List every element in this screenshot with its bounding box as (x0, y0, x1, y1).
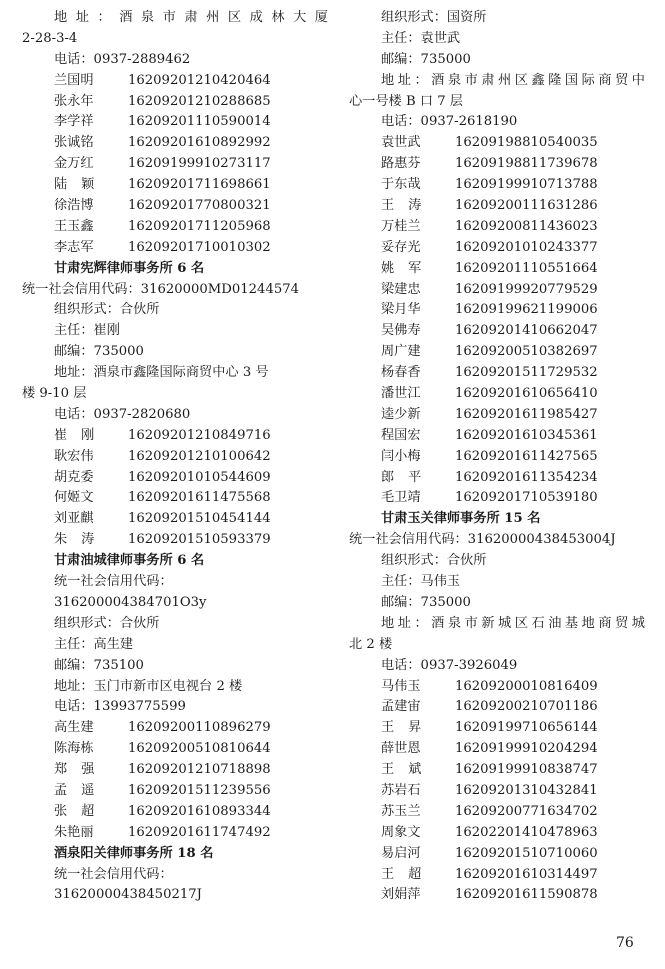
member-row (22, 468, 328, 489)
member-row (22, 760, 328, 781)
member-row (22, 196, 328, 217)
member-row (22, 92, 328, 113)
member-row (349, 802, 645, 823)
member-license-number: 16209201210849716 (128, 427, 271, 443)
member-name: 周广建 (381, 344, 421, 360)
member-row (349, 300, 645, 321)
member-license-number: 16209199910713788 (455, 177, 598, 193)
member-row (349, 259, 645, 280)
member-row (22, 133, 328, 154)
member-license-number: 16209201510593379 (128, 532, 271, 548)
member-name: 李志军 (54, 239, 94, 255)
member-name: 兰国明 (54, 72, 94, 88)
member-license-number: 16209200010816409 (455, 678, 598, 694)
member-license-number: 16209199710656144 (455, 720, 598, 736)
member-name: 陆颖 (54, 177, 109, 193)
member-license-number: 16209201770800321 (128, 198, 271, 214)
member-license-number: 16209201511729532 (455, 365, 598, 381)
member-name: 闫小梅 (381, 448, 421, 464)
postcode-line: 邮编：735100 (54, 657, 144, 673)
member-name: 孟遥 (54, 782, 109, 798)
member-license-number: 16209201610314497 (455, 866, 598, 882)
member-license-number: 16202201410478963 (455, 824, 598, 840)
member-license-number: 16209201410662047 (455, 323, 598, 339)
member-list (22, 71, 328, 259)
member-row (349, 718, 645, 739)
member-row (349, 405, 645, 426)
page-number: 76 (616, 935, 634, 951)
member-row (349, 175, 645, 196)
member-name: 周象文 (381, 824, 421, 840)
member-row (349, 154, 645, 175)
firm-title: 甘肃宪辉律师事务所 6 名 (54, 260, 205, 276)
member-license-number: 16209201610656410 (455, 386, 598, 402)
member-license-number: 16209199910273117 (128, 156, 271, 172)
member-license-number: 16209200510382697 (455, 344, 598, 360)
member-license-number: 16209200110896279 (128, 720, 271, 736)
member-license-number: 16209200210701186 (455, 699, 598, 715)
address-line-cont: 心一号楼 B 口 7 层 (349, 93, 463, 109)
member-license-number: 16209199920779529 (455, 281, 598, 297)
member-row (349, 697, 645, 718)
member-license-number: 16209201610893344 (128, 803, 271, 819)
member-name: 孟建宙 (381, 699, 421, 715)
firm-title: 甘肃油城律师事务所 6 名 (54, 553, 205, 569)
member-name: 王昇 (381, 720, 436, 736)
member-name: 姚军 (381, 260, 436, 276)
member-license-number: 16209198811739678 (455, 156, 598, 172)
member-name: 潘世江 (381, 386, 421, 402)
member-license-number: 16209199621199006 (455, 302, 598, 318)
member-row (349, 823, 645, 844)
member-name: 妥存光 (381, 239, 421, 255)
address-line: 地址：酒泉市肃州区成林大厦 (54, 10, 328, 25)
firm-title: 酒泉阳关律师事务所 18 名 (54, 845, 214, 861)
member-row (22, 217, 328, 238)
address-line-cont: 楼 9-10 层 (22, 386, 87, 402)
member-row (349, 468, 645, 489)
member-name: 王玉鑫 (54, 218, 94, 234)
member-license-number: 16209201510710060 (455, 845, 598, 861)
member-row (22, 154, 328, 175)
member-list (349, 133, 645, 509)
firm-title: 甘肃玉关律师事务所 15 名 (381, 511, 541, 527)
member-name: 郑强 (54, 762, 109, 778)
member-row (349, 488, 645, 509)
member-name: 梁月华 (381, 302, 421, 318)
member-license-number: 16209199910204294 (455, 741, 598, 757)
member-name: 杨春香 (381, 365, 421, 381)
member-name: 程国宏 (381, 427, 421, 443)
member-license-number: 16209201610892992 (128, 135, 271, 151)
member-row (22, 739, 328, 760)
org-form-line: 组织形式：合伙所 (381, 553, 487, 569)
member-name: 吴佛寿 (381, 323, 421, 339)
member-row (349, 280, 645, 301)
phone-line: 电话：0937-2889462 (54, 51, 191, 67)
member-license-number: 16209201611985427 (455, 406, 598, 422)
member-name: 王涛 (381, 198, 436, 214)
member-row (349, 844, 645, 865)
address-line: 地址：酒泉市肃州区鑫隆国际商贸中 (381, 72, 645, 88)
member-license-number: 16209201611427565 (455, 448, 598, 464)
member-license-number: 16209200771634702 (455, 803, 598, 819)
credit-code-label: 统一社会信用代码： (54, 574, 173, 590)
member-row (349, 217, 645, 238)
member-license-number: 16209201611354234 (455, 469, 598, 485)
member-license-number: 16209201710539180 (455, 490, 598, 506)
member-row (349, 238, 645, 259)
member-row (349, 885, 645, 906)
member-list (22, 426, 328, 551)
member-name: 马伟玉 (381, 678, 421, 694)
member-name: 逵少新 (381, 406, 421, 422)
member-list (22, 718, 328, 843)
org-form-line: 组织形式：合伙所 (54, 302, 160, 318)
left-column (22, 8, 328, 906)
member-row (349, 865, 645, 886)
member-list (349, 677, 645, 907)
member-name: 苏岩石 (381, 782, 421, 798)
member-row (22, 802, 328, 823)
member-row (349, 133, 645, 154)
director-line: 主任：崔刚 (54, 323, 120, 339)
member-license-number: 16209201010243377 (455, 239, 598, 255)
member-row (22, 488, 328, 509)
member-name: 陈海栋 (54, 741, 94, 757)
member-name: 万桂兰 (381, 218, 421, 234)
member-name: 刘亚麒 (54, 511, 94, 527)
postcode-line: 邮编：735000 (381, 594, 471, 610)
postcode-line: 邮编：735000 (54, 344, 144, 360)
member-license-number: 16209201611475568 (128, 490, 271, 506)
member-name: 张诚铭 (54, 135, 94, 151)
phone-line: 电话：0937-2820680 (54, 406, 191, 422)
member-license-number: 16209201611590878 (455, 887, 598, 903)
member-license-number: 16209201511239556 (128, 782, 271, 798)
member-license-number: 16209201210718898 (128, 762, 271, 778)
member-row (349, 447, 645, 468)
member-license-number: 16209199910838747 (455, 762, 598, 778)
member-name: 高生建 (54, 720, 94, 736)
member-license-number: 16209201711698661 (128, 177, 271, 193)
director-line: 主任：马伟玉 (381, 574, 461, 590)
member-name: 袁世武 (381, 135, 421, 151)
member-name: 王斌 (381, 762, 436, 778)
credit-code-line: 统一社会信用代码：31620000438453004J (349, 532, 616, 548)
member-license-number: 16209201210288685 (128, 93, 271, 109)
member-license-number: 16209201110551664 (455, 260, 598, 276)
member-name: 朱艳丽 (54, 824, 94, 840)
member-row (22, 447, 328, 468)
member-license-number: 16209201210100642 (128, 448, 271, 464)
org-form-line: 组织形式：国资所 (381, 10, 487, 25)
director-line: 主任：高生建 (54, 636, 134, 652)
member-row (22, 238, 328, 259)
member-row (22, 823, 328, 844)
member-row (349, 384, 645, 405)
member-name: 张永年 (54, 93, 94, 109)
address-line: 地址：酒泉市鑫隆国际商贸中心 3 号 (54, 365, 269, 381)
member-name: 朱涛 (54, 532, 109, 548)
member-name: 金万红 (54, 156, 94, 172)
right-column (349, 8, 645, 906)
member-row (349, 781, 645, 802)
credit-code-line: 统一社会信用代码：31620000MD01244574 (22, 281, 300, 297)
member-license-number: 16209200510810644 (128, 741, 271, 757)
member-name: 徐浩博 (54, 198, 94, 214)
member-name: 易启河 (381, 845, 421, 861)
member-row (349, 739, 645, 760)
phone-line: 电话：13993775599 (54, 699, 186, 715)
org-form-line: 组织形式：合伙所 (54, 615, 160, 631)
postcode-line: 邮编：735000 (381, 51, 471, 67)
member-license-number: 16209201711205968 (128, 218, 271, 234)
member-name: 何姬文 (54, 490, 94, 506)
credit-code-value: 31620000438450217J (54, 887, 202, 903)
member-row (22, 781, 328, 802)
address-line: 地址：酒泉市新城区石油基地商贸城 (381, 615, 645, 631)
member-license-number: 16209201610345361 (455, 427, 598, 443)
member-row (22, 112, 328, 133)
phone-line: 电话：0937-3926049 (381, 657, 518, 673)
member-name: 路惠芬 (381, 156, 421, 172)
member-name: 梁建忠 (381, 281, 421, 297)
member-license-number: 16209201110590014 (128, 114, 271, 130)
address-line: 地址：玉门市新市区电视台 2 楼 (54, 678, 243, 694)
member-license-number: 16209201710010302 (128, 239, 271, 255)
member-row (349, 196, 645, 217)
director-line: 主任：袁世武 (381, 30, 461, 46)
member-row (22, 718, 328, 739)
member-name: 张超 (54, 803, 109, 819)
member-name: 刘娟萍 (381, 887, 421, 903)
member-row (22, 71, 328, 92)
member-license-number: 16209201010544609 (128, 469, 271, 485)
member-row (349, 760, 645, 781)
member-name: 于东哉 (381, 177, 421, 193)
member-license-number: 16209201611747492 (128, 824, 271, 840)
member-name: 李学祥 (54, 114, 94, 130)
member-row (22, 426, 328, 447)
member-row (349, 426, 645, 447)
member-name: 王超 (381, 866, 436, 882)
member-license-number: 16209200111631286 (455, 198, 598, 214)
credit-code-value: 316200004384701O3y (54, 594, 207, 610)
phone-line: 电话：0937-2618190 (381, 114, 518, 130)
credit-code-label: 统一社会信用代码： (54, 866, 173, 882)
member-row (22, 530, 328, 551)
member-name: 崔刚 (54, 427, 109, 443)
member-row (22, 175, 328, 196)
member-license-number: 16209201210420464 (128, 72, 271, 88)
member-license-number: 16209200811436023 (455, 218, 598, 234)
member-name: 郎平 (381, 469, 436, 485)
member-row (349, 677, 645, 698)
member-name: 胡克委 (54, 469, 94, 485)
member-license-number: 16209201510454144 (128, 511, 271, 527)
member-license-number: 16209198810540035 (455, 135, 598, 151)
member-row (349, 363, 645, 384)
member-row (22, 509, 328, 530)
member-name: 耿宏伟 (54, 448, 94, 464)
member-name: 苏玉兰 (381, 803, 421, 819)
member-name: 薛世恩 (381, 741, 421, 757)
address-line-cont: 北 2 楼 (349, 636, 393, 652)
member-license-number: 16209201310432841 (455, 782, 598, 798)
member-row (349, 342, 645, 363)
address-line-cont: 2-28-3-4 (22, 30, 78, 46)
member-row (349, 321, 645, 342)
member-name: 毛卫靖 (381, 490, 421, 506)
